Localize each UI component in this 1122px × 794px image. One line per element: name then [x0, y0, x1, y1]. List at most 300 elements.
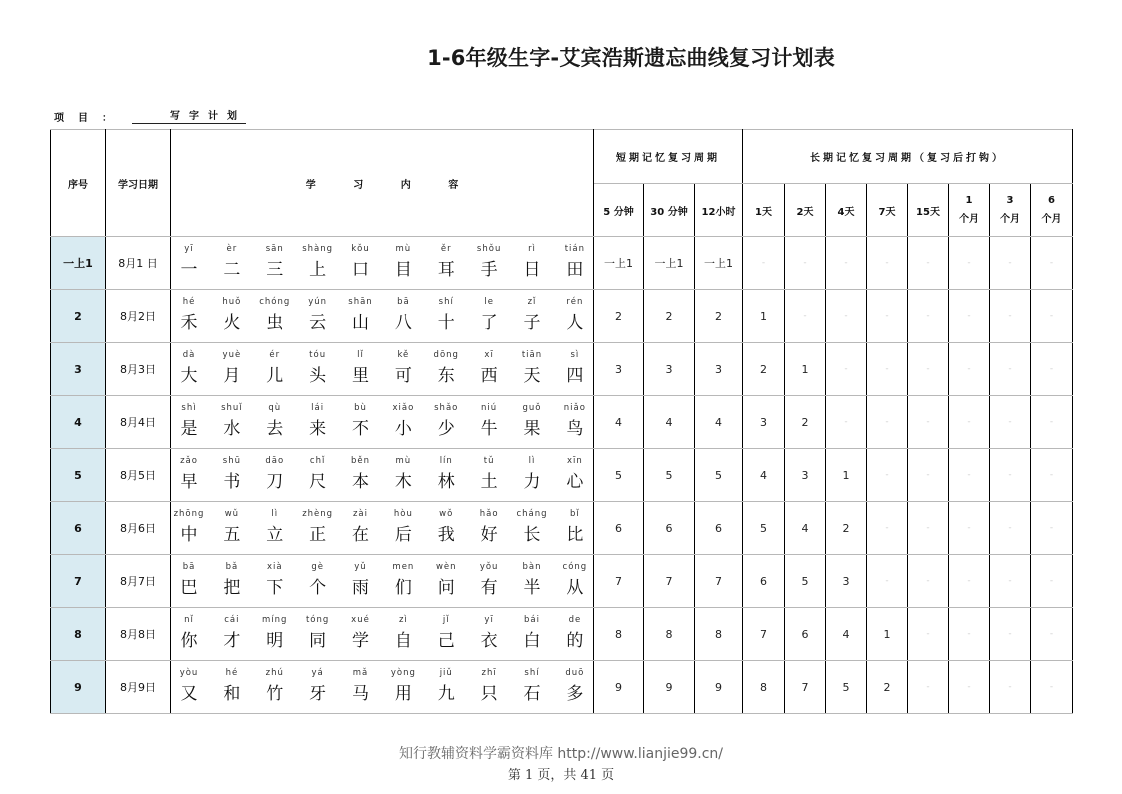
review-cell[interactable]: -	[867, 502, 908, 555]
character-item	[385, 668, 421, 706]
pinyin: nǐ	[184, 615, 194, 625]
review-cell[interactable]: 1	[826, 449, 867, 502]
header-short-col: 12小时	[695, 184, 743, 237]
character-item	[300, 350, 336, 388]
review-cell[interactable]: 1	[867, 608, 908, 661]
hanzi: 土	[480, 472, 498, 492]
pinyin: èr	[226, 244, 238, 254]
row-index: 2	[51, 290, 106, 343]
hanzi: 少	[437, 419, 455, 439]
review-cell[interactable]: -	[949, 290, 990, 343]
character-item	[171, 244, 207, 282]
pinyin: bǐ	[569, 509, 580, 519]
review-cell[interactable]: 2	[695, 290, 743, 343]
pinyin: hé	[225, 668, 239, 678]
review-cell[interactable]: 一上1	[695, 237, 743, 290]
pinyin: shǒu	[476, 244, 502, 254]
pinyin: zhōng	[173, 509, 205, 519]
review-cell[interactable]: 一上1	[594, 237, 644, 290]
character-item	[385, 615, 421, 653]
hanzi: 木	[394, 472, 412, 492]
character-item	[343, 509, 379, 547]
review-cell[interactable]: 3	[743, 396, 785, 449]
hanzi: 小	[394, 419, 412, 439]
character-item	[214, 615, 250, 653]
pinyin: lín	[439, 456, 453, 466]
header-month-col	[1031, 184, 1073, 237]
character-item	[300, 668, 336, 706]
hanzi: 是	[180, 419, 198, 439]
character-item	[171, 350, 207, 388]
hanzi: 上	[309, 260, 327, 280]
header-content: 学 习 内 容	[171, 130, 594, 237]
hanzi: 田	[566, 260, 584, 280]
row-date: 8月6日	[106, 502, 171, 555]
review-cell[interactable]: -	[1031, 290, 1073, 343]
pinyin: cóng	[562, 562, 588, 572]
character-item	[514, 456, 550, 494]
character-item	[514, 403, 550, 441]
review-cell[interactable]: 5	[594, 449, 644, 502]
pinyin: shí	[438, 297, 454, 307]
review-cell[interactable]: 4	[826, 608, 867, 661]
pinyin: shuǐ	[221, 403, 243, 413]
pinyin: gè	[311, 562, 324, 572]
review-cell[interactable]: -	[990, 449, 1031, 502]
hanzi: 同	[309, 631, 327, 651]
review-cell[interactable]: -	[908, 608, 949, 661]
character-item	[471, 403, 507, 441]
character-item	[385, 297, 421, 335]
hanzi: 四	[566, 366, 584, 386]
hanzi: 竹	[266, 684, 284, 704]
review-cell[interactable]: -	[949, 555, 990, 608]
hanzi: 牙	[309, 684, 327, 704]
character-item	[257, 615, 293, 653]
review-cell[interactable]: 2	[826, 502, 867, 555]
table-row	[51, 449, 1073, 502]
row-date: 8月7日	[106, 555, 171, 608]
pinyin: mù	[395, 244, 412, 254]
review-cell[interactable]: 1	[785, 343, 826, 396]
row-content	[171, 290, 594, 343]
review-cell[interactable]: 8	[695, 608, 743, 661]
character-item	[300, 509, 336, 547]
review-cell[interactable]: 5	[785, 555, 826, 608]
pinyin: yǔ	[354, 562, 367, 572]
table-row	[51, 555, 1073, 608]
row-date: 8月9日	[106, 661, 171, 714]
review-cell[interactable]: -	[949, 502, 990, 555]
character-item	[171, 668, 207, 706]
review-cell[interactable]: 1	[743, 290, 785, 343]
review-cell[interactable]: 7	[743, 608, 785, 661]
hanzi: 从	[566, 578, 584, 598]
review-cell[interactable]: 3	[826, 555, 867, 608]
review-cell[interactable]: 4	[785, 502, 826, 555]
pinyin: běn	[350, 456, 370, 466]
hanzi: 自	[394, 631, 412, 651]
month-unit: 个月	[1000, 214, 1020, 225]
review-cell[interactable]: 8	[644, 608, 695, 661]
review-cell[interactable]: -	[908, 396, 949, 449]
character-item	[471, 668, 507, 706]
review-cell[interactable]: 7	[594, 555, 644, 608]
review-cell[interactable]: -	[908, 290, 949, 343]
pinyin: dà	[182, 350, 196, 360]
review-cell[interactable]: 9	[594, 661, 644, 714]
review-cell[interactable]: 6	[785, 608, 826, 661]
character-item	[257, 562, 293, 600]
character-item	[300, 615, 336, 653]
character-item	[343, 456, 379, 494]
hanzi: 立	[266, 525, 284, 545]
character-item	[171, 297, 207, 335]
review-cell[interactable]: 5	[644, 449, 695, 502]
footer-source: 知行教辅资料学霸资料库 http://www.lianjie99.cn/	[398, 746, 724, 762]
review-cell[interactable]: -	[826, 237, 867, 290]
hanzi: 半	[523, 578, 541, 598]
review-cell[interactable]: 5	[695, 449, 743, 502]
review-cell[interactable]: -	[908, 661, 949, 714]
row-date: 8月5日	[106, 449, 171, 502]
pinyin: le	[484, 297, 494, 307]
review-cell[interactable]: 3	[785, 449, 826, 502]
review-cell[interactable]: -	[990, 396, 1031, 449]
review-cell[interactable]: -	[867, 449, 908, 502]
hanzi: 尺	[309, 472, 327, 492]
review-cell[interactable]: -	[867, 237, 908, 290]
review-cell[interactable]: -	[949, 237, 990, 290]
hanzi: 长	[523, 525, 541, 545]
character-item	[257, 509, 293, 547]
character-item	[428, 403, 464, 441]
review-cell[interactable]: -	[826, 343, 867, 396]
hanzi: 儿	[266, 366, 284, 386]
table-row	[51, 661, 1073, 714]
row-date: 8月1 日	[106, 237, 171, 290]
hanzi: 把	[223, 578, 241, 598]
review-cell[interactable]: 6	[594, 502, 644, 555]
review-cell[interactable]: 2	[594, 290, 644, 343]
hanzi: 早	[180, 472, 198, 492]
review-cell[interactable]: 7	[644, 555, 695, 608]
hanzi: 来	[309, 419, 327, 439]
review-cell[interactable]: -	[1031, 343, 1073, 396]
pinyin: ěr	[440, 244, 452, 254]
row-date: 8月3日	[106, 343, 171, 396]
review-cell[interactable]: 7	[785, 661, 826, 714]
review-cell[interactable]: 3	[644, 343, 695, 396]
review-cell[interactable]: -	[867, 343, 908, 396]
hanzi: 云	[309, 313, 327, 333]
pinyin: lǐ	[357, 350, 364, 360]
header-month-col	[949, 184, 990, 237]
review-cell[interactable]: -	[990, 661, 1031, 714]
pinyin: sān	[265, 244, 284, 254]
review-cell[interactable]: 6	[644, 502, 695, 555]
review-cell[interactable]: 3	[594, 343, 644, 396]
review-cell[interactable]: -	[990, 343, 1031, 396]
review-cell[interactable]: 8	[594, 608, 644, 661]
review-cell[interactable]: -	[908, 555, 949, 608]
character-item	[343, 668, 379, 706]
pinyin: xià	[266, 562, 283, 572]
pinyin: de	[568, 615, 582, 625]
hanzi: 中	[180, 525, 198, 545]
table-row	[51, 396, 1073, 449]
pinyin: tóng	[305, 615, 330, 625]
row-index: 8	[51, 608, 106, 661]
review-cell[interactable]: 5	[743, 502, 785, 555]
pinyin: qù	[268, 403, 282, 413]
hanzi: 学	[352, 631, 369, 651]
header-long-term: 长期记忆复习周期（复习后打钩）	[743, 130, 1073, 184]
row-content	[171, 608, 594, 661]
pinyin: zhú	[265, 668, 284, 678]
pinyin: shǎo	[434, 403, 459, 413]
review-cell[interactable]: -	[743, 237, 785, 290]
pinyin: shū	[222, 456, 241, 466]
review-cell[interactable]: 2	[743, 343, 785, 396]
pinyin: yá	[311, 668, 324, 678]
hanzi: 头	[309, 366, 327, 386]
pinyin: ér	[269, 350, 281, 360]
hanzi: 西	[480, 366, 498, 386]
header-index: 序号	[51, 130, 106, 237]
hanzi: 十	[437, 313, 455, 333]
character-item	[385, 509, 421, 547]
hanzi: 口	[352, 260, 369, 280]
hanzi: 心	[566, 472, 584, 492]
review-cell[interactable]: 2	[785, 396, 826, 449]
row-content	[171, 396, 594, 449]
hanzi: 正	[309, 525, 327, 545]
review-cell[interactable]: -	[949, 608, 990, 661]
pinyin: míng	[262, 615, 288, 625]
character-item	[514, 509, 550, 547]
hanzi: 白	[523, 631, 541, 651]
row-content	[171, 555, 594, 608]
review-cell[interactable]: 7	[695, 555, 743, 608]
character-item	[214, 297, 250, 335]
hanzi: 刀	[266, 472, 284, 492]
character-item	[385, 562, 421, 600]
review-cell[interactable]: -	[867, 396, 908, 449]
header-short-term: 短期记忆复习周期	[594, 130, 743, 184]
hanzi: 衣	[480, 631, 498, 651]
pinyin: zǎo	[180, 456, 198, 466]
header-long-col: 4天	[826, 184, 867, 237]
hanzi: 书	[223, 472, 241, 492]
pinyin: tiān	[521, 350, 543, 360]
header-long-col: 15天	[908, 184, 949, 237]
hanzi: 问	[437, 578, 455, 598]
hanzi: 好	[480, 525, 498, 545]
review-cell[interactable]: -	[949, 343, 990, 396]
review-cell[interactable]: 4	[743, 449, 785, 502]
pinyin: zǐ	[527, 297, 537, 307]
review-cell[interactable]: -	[990, 237, 1031, 290]
hanzi: 石	[523, 684, 541, 704]
character-item	[257, 297, 293, 335]
review-cell[interactable]: -	[908, 449, 949, 502]
review-cell[interactable]: -	[990, 290, 1031, 343]
hanzi: 大	[180, 366, 198, 386]
character-item	[428, 297, 464, 335]
review-cell[interactable]: -	[990, 608, 1031, 661]
pinyin: bǎ	[225, 562, 239, 572]
header-long-col: 7天	[867, 184, 908, 237]
review-cell[interactable]: -	[949, 661, 990, 714]
hanzi: 个	[309, 578, 327, 598]
hanzi: 可	[394, 366, 412, 386]
review-cell[interactable]: -	[785, 237, 826, 290]
review-cell[interactable]: 4	[594, 396, 644, 449]
row-content	[171, 661, 594, 714]
hanzi: 二	[223, 260, 241, 280]
pinyin: xiǎo	[392, 403, 415, 413]
project-line	[54, 107, 246, 124]
page-footer	[0, 743, 1122, 783]
pinyin: jiǔ	[439, 668, 453, 678]
pinyin: zhèng	[302, 509, 334, 519]
review-cell[interactable]: 9	[644, 661, 695, 714]
month-count: 3	[1006, 195, 1014, 206]
character-item	[300, 562, 336, 600]
character-item	[471, 509, 507, 547]
hanzi: 东	[437, 366, 455, 386]
pinyin: wèn	[435, 562, 457, 572]
character-item	[214, 668, 250, 706]
review-cell[interactable]: 6	[695, 502, 743, 555]
review-cell[interactable]: 4	[644, 396, 695, 449]
review-cell[interactable]: 8	[743, 661, 785, 714]
pinyin: yī	[184, 244, 194, 254]
pinyin: shàng	[302, 244, 334, 254]
review-cell[interactable]: -	[949, 396, 990, 449]
review-cell[interactable]: -	[949, 449, 990, 502]
character-item	[557, 456, 593, 494]
character-item	[214, 350, 250, 388]
document-title: 1-6年级生字-艾宾浩斯遗忘曲线复习计划表	[427, 46, 835, 70]
hanzi: 马	[352, 684, 369, 704]
pinyin: niǎo	[563, 403, 586, 413]
hanzi: 们	[394, 578, 412, 598]
hanzi: 巴	[180, 578, 198, 598]
review-cell[interactable]: -	[867, 555, 908, 608]
hanzi: 八	[394, 313, 412, 333]
month-count: 1	[965, 195, 973, 206]
review-cell[interactable]: -	[826, 290, 867, 343]
review-cell[interactable]: 一上1	[644, 237, 695, 290]
review-cell[interactable]: -	[990, 555, 1031, 608]
character-item	[557, 509, 593, 547]
review-cell[interactable]: 2	[644, 290, 695, 343]
review-cell[interactable]: -	[908, 237, 949, 290]
row-index: 9	[51, 661, 106, 714]
review-cell[interactable]: 6	[743, 555, 785, 608]
character-item	[343, 615, 379, 653]
review-cell[interactable]: -	[867, 290, 908, 343]
review-cell[interactable]: -	[1031, 449, 1073, 502]
character-item	[471, 350, 507, 388]
character-item	[514, 297, 550, 335]
header-long-col: 1天	[743, 184, 785, 237]
pinyin: wǒ	[439, 509, 454, 519]
month-unit: 个月	[1041, 214, 1062, 225]
review-cell[interactable]: -	[785, 290, 826, 343]
table-row	[51, 290, 1073, 343]
pinyin: bàn	[522, 562, 542, 572]
hanzi: 天	[523, 366, 541, 386]
hanzi: 林	[437, 472, 455, 492]
pinyin: kě	[397, 350, 410, 360]
hanzi: 目	[394, 260, 412, 280]
hanzi: 禾	[180, 313, 198, 333]
row-date: 8月2日	[106, 290, 171, 343]
pinyin: tóu	[309, 350, 327, 360]
hanzi: 一	[180, 260, 198, 280]
review-cell[interactable]: 4	[695, 396, 743, 449]
pinyin: rén	[566, 297, 584, 307]
hanzi: 虫	[266, 313, 284, 333]
review-cell[interactable]: -	[1031, 237, 1073, 290]
hanzi: 比	[566, 525, 584, 545]
hanzi: 力	[523, 472, 541, 492]
review-cell[interactable]: -	[1031, 396, 1073, 449]
hanzi: 用	[394, 684, 412, 704]
review-cell[interactable]: -	[908, 502, 949, 555]
row-content	[171, 502, 594, 555]
row-date: 8月8日	[106, 608, 171, 661]
review-cell[interactable]: 2	[867, 661, 908, 714]
pinyin: shān	[348, 297, 373, 307]
character-item	[300, 244, 336, 282]
character-item	[257, 403, 293, 441]
review-cell[interactable]: -	[908, 343, 949, 396]
pinyin: yún	[308, 297, 328, 307]
pinyin: xué	[351, 615, 370, 625]
row-content	[171, 237, 594, 290]
review-cell[interactable]: -	[1031, 608, 1073, 661]
character-item	[557, 297, 593, 335]
hanzi: 下	[266, 578, 284, 598]
pinyin: guǒ	[522, 403, 542, 413]
pinyin: duō	[565, 668, 585, 678]
pinyin: bù	[354, 403, 367, 413]
review-cell[interactable]: -	[1031, 502, 1073, 555]
project-label: 项目：	[54, 113, 126, 124]
hanzi: 多	[566, 684, 584, 704]
review-cell[interactable]: -	[1031, 661, 1073, 714]
review-cell[interactable]: 9	[695, 661, 743, 714]
review-cell[interactable]: -	[826, 396, 867, 449]
character-item	[557, 244, 593, 282]
character-item	[557, 350, 593, 388]
pinyin: lì	[271, 509, 279, 519]
character-item	[343, 403, 379, 441]
hanzi: 火	[223, 313, 241, 333]
project-value: 写字计划	[132, 107, 246, 124]
review-cell[interactable]: 3	[695, 343, 743, 396]
review-cell[interactable]: -	[990, 502, 1031, 555]
pinyin: mǎ	[352, 668, 369, 678]
hanzi: 本	[352, 472, 369, 492]
review-cell[interactable]: -	[1031, 555, 1073, 608]
character-item	[471, 297, 507, 335]
review-cell[interactable]: 5	[826, 661, 867, 714]
